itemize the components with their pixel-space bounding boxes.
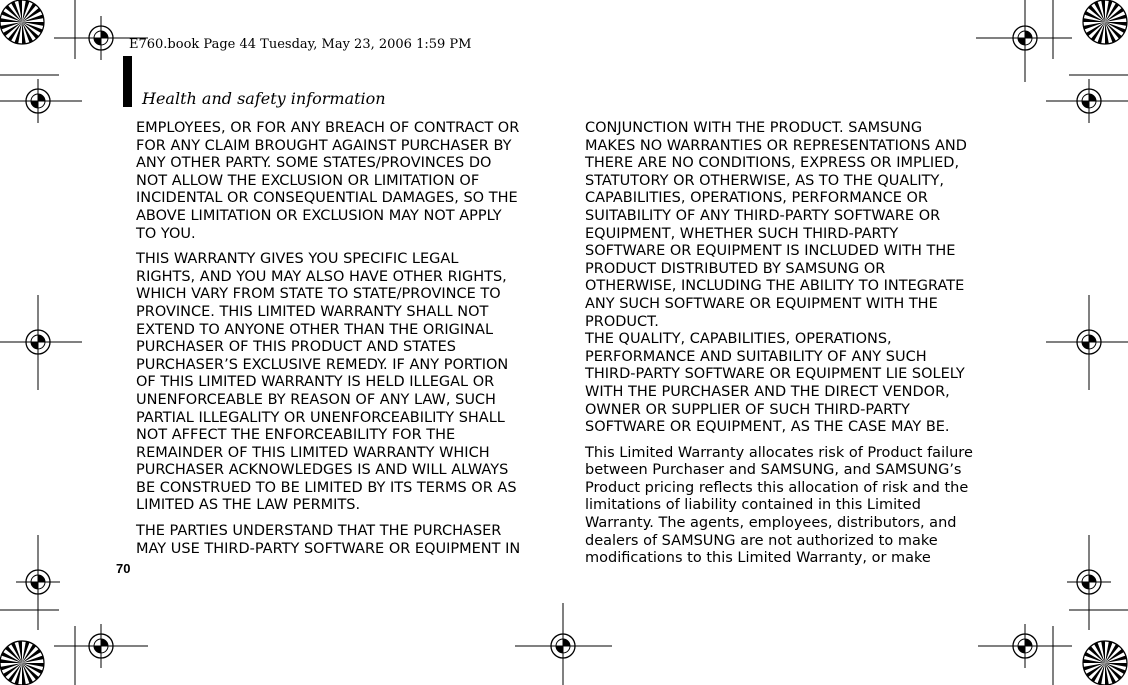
section-bar	[123, 56, 132, 107]
star-target-icon	[1083, 0, 1127, 44]
section-title: Health and safety information	[142, 89, 386, 108]
star-target-icon	[1083, 641, 1127, 685]
print-file-info: E760.book Page 44 Tuesday, May 23, 2006 1:59 PM	[129, 37, 472, 52]
paragraph: CONJUNCTION WITH THE PRODUCT. SAMSUNG MAKES NO WARRANTIES OR REPRESENTATIONS AND THERE ARE NO CONDITIONS, EXPRESS OR IMPLIED, STATUTORY OR OTHERWISE, AS TO THE QUALITY, CAPABILITIES, OPERATIONS, PERFORMANCE OR SUITABILITY OF ANY THIRD-PARTY SOFTWARE OR EQUIPMENT, WHETHER SUCH THIRD-PARTY SOFTWARE OR EQUIPMENT IS INCLUDED WITH THE PRODUCT DISTRIBUTED BY SAMSUNG OR OTHERWISE, INCLUDING THE ABILITY TO INTEGRATE ANY SUCH SOFTWARE OR EQUIPMENT WITH THE PRODUCT.	[585, 120, 967, 330]
paragraph: This Limited Warranty allocates risk of Product failure between Purchaser and SAMSUNG, and SAMSUNG’s Product pricing reflects this allocation of risk and the limitations of liability contained in this Limited Warranty. The agents, employees, distributors, and dealers of SAMSUNG are not authorized to make modifications to this Limited Warranty, or make	[585, 444, 973, 567]
page-number: 70	[116, 561, 131, 576]
paragraph: THE PARTIES UNDERSTAND THAT THE PURCHASER MAY USE THIRD-PARTY SOFTWARE OR EQUIPMENT IN	[136, 523, 521, 557]
right-column	[585, 120, 997, 568]
star-target-icon	[0, 641, 44, 685]
paragraph: THIS WARRANTY GIVES YOU SPECIFIC LEGAL RIGHTS, AND YOU MAY ALSO HAVE OTHER RIGHTS, WHICH VARY FROM STATE TO STATE/PROVINCE TO PROVINCE. THIS LIMITED WARRANTY SHALL NOT EXTEND TO ANYONE OTHER THAN THE ORIGINAL PURCHASER OF THIS PRODUCT AND STATES PURCHASER’S EXCLUSIVE REMEDY. IF ANY PORTION OF THIS LIMITED WARRANTY IS HELD ILLEGAL OR UNENFORCEABLE BY REASON OF ANY LAW, SUCH PARTIAL ILLEGALITY OR UNENFORCEABILITY SHALL NOT AFFECT THE ENFORCEABILITY FOR THE REMAINDER OF THIS LIMITED WARRANTY WHICH PURCHASER ACKNOWLEDGES IS AND WILL ALWAYS BE CONSTRUED TO BE LIMITED BY ITS TERMS OR AS LIMITED AS THE LAW PERMITS.	[136, 251, 517, 514]
left-column	[136, 120, 546, 558]
paragraph: EMPLOYEES, OR FOR ANY BREACH OF CONTRACT OR FOR ANY CLAIM BROUGHT AGAINST PURCHASER BY ANY OTHER PARTY. SOME STATES/PROVINCES DO NOT ALLOW THE EXCLUSION OR LIMITATION OF INCIDENTAL OR CONSEQUENTIAL DAMAGES, SO THE ABOVE LIMITATION OR EXCLUSION MAY NOT APPLY TO YOU.	[136, 120, 520, 242]
paragraph: THE QUALITY, CAPABILITIES, OPERATIONS, PERFORMANCE AND SUITABILITY OF ANY SUCH THIRD-PARTY SOFTWARE OR EQUIPMENT LIE SOLELY WITH THE PURCHASER AND THE DIRECT VENDOR, OWNER OR SUPPLIER OF SUCH THIRD-PARTY SOFTWARE OR EQUIPMENT, AS THE CASE MAY BE.	[585, 331, 965, 436]
star-target-icon	[0, 0, 44, 44]
